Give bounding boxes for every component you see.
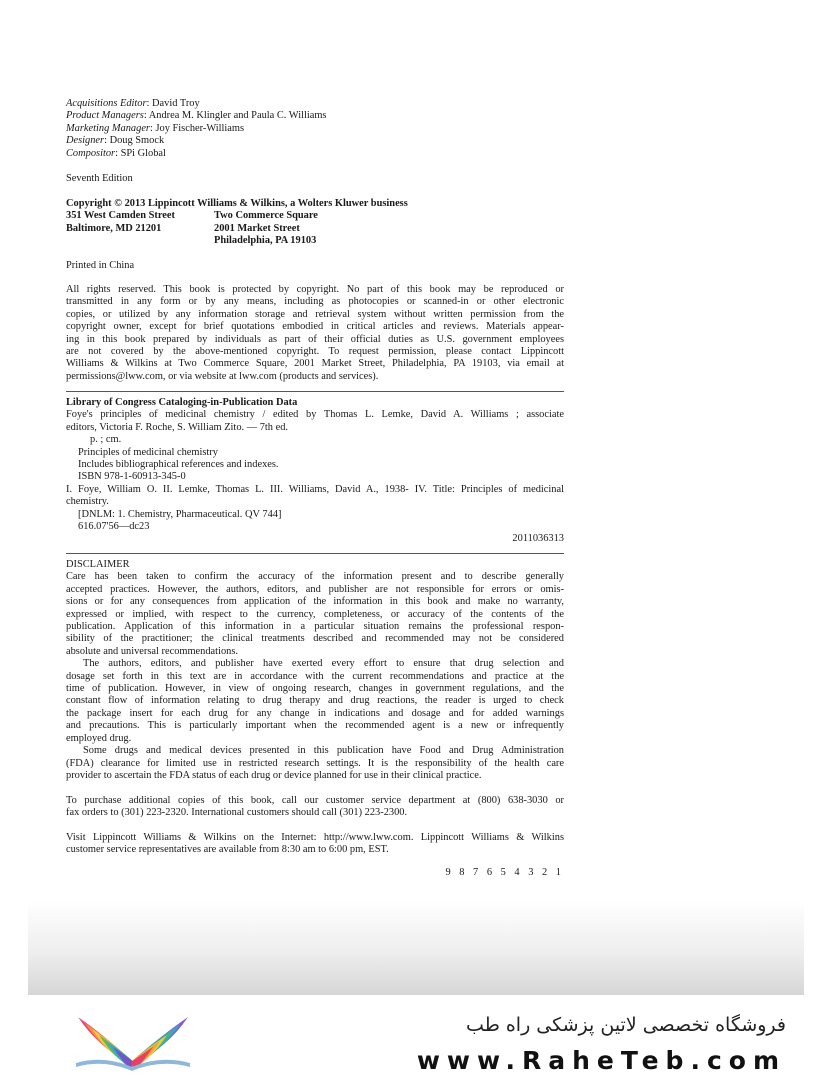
cip-block: Library of Congress Cataloging-in-Publication Data Foye's principles of medicinal chemistry / edited by Thomas L. Lemke, David A. Williams ; associate editors, Victoria F. Roche, S. William Zito. — 7th ed. p. ; cm. Principles of medicinal chemistry Includes bibliographical references and indexes. ISBN 978-1-60913-345-0 I. Foye, William O. II. Lemke, Thomas L. III. Williams, David A., 1938- IV. Title: Principles of medicinal chemistry. [DNLM: 1. Chemistry, Pharmaceutical. QV 744] 616.07'56—dc23 2011036313 xyxy=(66,397,564,545)
disclaimer-heading: DISCLAIMER xyxy=(66,559,130,570)
credit-compositor: Compositor: SPi Global xyxy=(66,147,166,159)
open-book-logo-icon xyxy=(68,1007,198,1073)
publisher-address: 351 West Camden Street Baltimore, MD 21201 Two Commerce Square 2001 Market Street Philadelphia, PA 19103 xyxy=(66,210,318,247)
edition: Seventh Edition xyxy=(66,173,133,184)
printed-in: Printed in China xyxy=(66,260,135,271)
store-url[interactable]: www.RaheTeb.com xyxy=(416,1046,786,1075)
purchase-info: To purchase additional copies of this book, call our customer service department at (800) 638-3030 or fax orders to (301) 223-2320. International customers should call (301) 223-2300. xyxy=(66,795,564,819)
credits-block xyxy=(66,98,564,160)
cip-number: 2011036313 xyxy=(512,533,564,545)
divider xyxy=(66,553,564,554)
credit-designer: Designer: Doug Smock xyxy=(66,135,165,147)
credit-marketing-manager: Marketing Manager: Joy Fischer-Williams xyxy=(66,122,245,134)
rights-paragraph: All rights reserved. This book is protected by copyright. No part of this book may be reproduced or transmitted in any form or by any means, including as photocopies or scanned-in or other electronic copies, or utilized by any information storage and retrieval system without written permission from the copyright owner, except for brief quotations embodied in critical articles and reviews. Materials appear- ing in this book prepared by individuals as part of their official duties as U.S. government employees are not covered by the above-mentioned copyright. To request permission, please contact Lippincott Williams & Wilkins at Two Commerce Square, 2001 Market Street, Philadelphia, PA 19103, via email at permissions@lww.com, or via website at lww.com (products and services). xyxy=(66,284,564,382)
store-name-persian: فروشگاه تخصصی لاتین پزشکی راه طب xyxy=(466,1014,786,1036)
page-bottom-shadow xyxy=(28,900,804,995)
visit-info: Visit Lippincott Williams & Wilkins on the Internet: http://www.lww.com. Lippincott Williams & Wilkins customer service representatives are available from 8:30 am to 6:00 pm, EST. xyxy=(66,832,564,856)
credit-acquisitions-editor: Acquisitions Editor: David Troy xyxy=(66,98,200,109)
divider xyxy=(66,391,564,392)
cip-heading: Library of Congress Cataloging-in-Publication Data xyxy=(66,397,298,408)
copyright-block xyxy=(66,198,564,248)
credit-product-managers: Product Managers: Andrea M. Klingler and Paula C. Williams xyxy=(66,110,327,122)
disclaimer-block: DISCLAIMER Care has been taken to confirm the accuracy of the information present and to describe generally accepted practices. However, the authors, editors, and publisher are not responsible for errors or omis- sions or for any consequences from application of the information in this book and make no warranty, expressed or implied, with respect to the currency, completeness, or accuracy of the contents of the publication. Application of this information in a particular situation remains the professional respon- sibility of the practitioner; the clinical treatments described and recommended may not be considered absolute and universal recommendations. The authors, editors, and publisher have exerted every effort to ensure that drug selection and dosage set forth in this text are in accordance with the current recommendations and practice at the time of publication. However, in view of ongoing research, changes in government regulations, and the constant flow of information relating to drug therapy and drug reactions, the reader is urged to check the package insert for each drug for any change in indications and dosage and for added warnings and precautions. This is particularly important when the recommended agent is a new or infrequently employed drug. Some drugs and medical devices presented in this publication have Food and Drug Administration (FDA) clearance for limited use in restricted research settings. It is the responsibility of the health care provider to ascertain the FDA status of each drug or device planned for use in their clinical practice. xyxy=(66,559,564,781)
print-line: 9 8 7 6 5 4 3 2 1 xyxy=(445,867,564,878)
copyright-line: Copyright © 2013 Lippincott Williams & Wilkins, a Wolters Kluwer business xyxy=(66,198,408,209)
